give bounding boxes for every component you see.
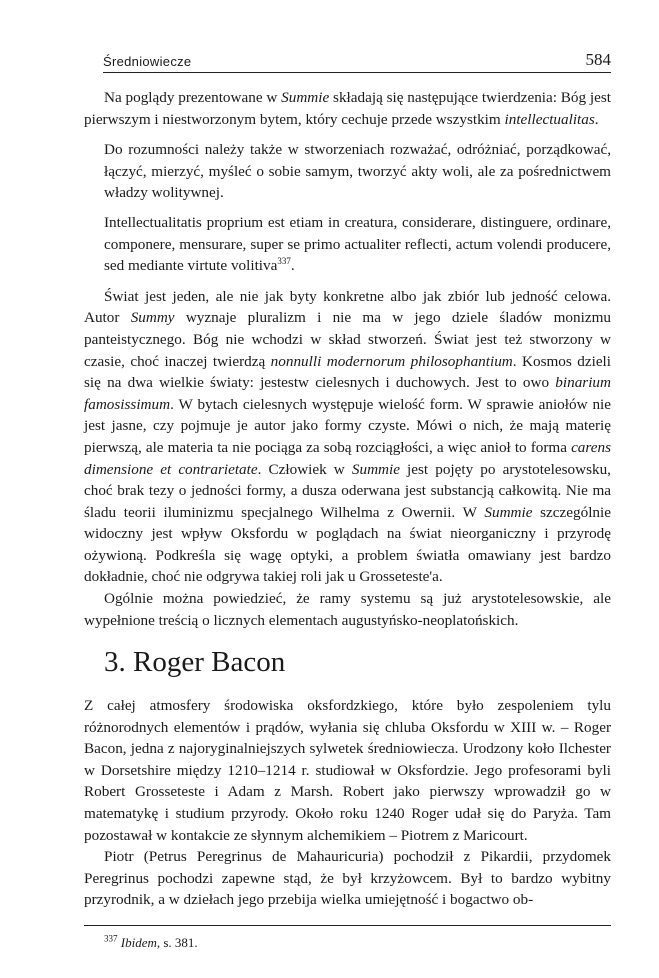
term-italic: intellectualitas [504, 110, 595, 128]
section-text [84, 695, 611, 911]
paragraph: Na poglądy prezentowane w Summie składają się następujące twierdzenia: Bóg jest pierwszym i niestworzonym bytem, który cechuje przede wszystkim intellectualitas. [84, 89, 611, 128]
quotation-polish: Do rozumności należy także w stworzeniach rozważać, odróżniać, porządkować, łączyć, mierzyć, myśleć o sobie samym, tworzyć akty woli, ale za pośrednictwem władzy wolitywnej. [104, 141, 611, 202]
paragraph: Świat jest jeden, ale nie jak byty konkretne albo jak zbiór lub jedność celowa. Autor Summy wyznaje pluralizm i nie ma w jego dziele śladów monizmu panteistycznego. Bóg nie wchodzi w skład stworzeń. Świat jest też stworzony w czasie, choć inaczej twierdzą nonnulli modernorum philosophantium. Kosmos dzieli się na dwa wielkie światy: jestestw cielesnych i duchowych. Jest to owo binarium famosissimum. W bytach cielesnych występuje wielość form. W sprawie aniołów nie jest jasne, czy pojmuje je autor jako formy czyste. Mówi o nich, że mają materię pierwszą, ale materia ta nie pociąga za sobą rozciągłości, a więc anioł to forma carens dimensione et contrarietate. Człowiek w Summie jest pojęty po arystotelesowsku, choć brak tezy o jedności formy, a dusza oderwana jest substancją całkowitą. Nie ma śladu teorii iluminizmu specjalnego Wilhelma z Owernii. W Summie szczególnie widoczny jest wpływ Oksfordu w poglądach na świat nieorganiczny i przyrodę ożywioną. Podkreśla się wagę optyki, a problem światła omawiany jest bardzo dokładnie, choć nie odgrywa takiej roli jak u Grosseteste'a. [84, 287, 611, 586]
paragraph: Ogólnie można powiedzieć, że ramy systemu są już arystotelesowskie, ale wypełnione treścią o licznych elementach augustyńsko-neoplatońskich. [84, 590, 611, 629]
footnote: $^{337}$ Ibidem, s. 381. [104, 933, 198, 950]
footnote-divider [84, 925, 611, 926]
quotation-latin: Intellectualitatis proprium est etiam in creatura, considerare, distinguere, ordinare, componere, mensurare, super se primo actualiter reflecti, actum volendi producere, sed mediante virtute volitiva$^{337}$. [104, 213, 611, 275]
main-text [84, 87, 611, 631]
running-header [103, 48, 611, 73]
footnote-number: 337 [104, 933, 118, 944]
section-heading: 3. Roger Bacon [104, 646, 286, 678]
paragraph: Piotr (Petrus Peregrinus de Mahauricuria) pochodził z Pikardii, przydomek Peregrinus pochodzi zapewne stąd, że był krzyżowcem. Był to bardzo wybitny przyrodnik, a w dziełach jego przebija wielka umiejętność i bogactwo ob- [84, 848, 611, 909]
footnote-ref[interactable]: 337 [277, 256, 291, 267]
paragraph: Z całej atmosfery środowiska oksfordzkiego, które było zespoleniem tylu różnorodnych elementów i prądów, wyłania się chluba Oksfordu w XIII w. – Roger Bacon, jedna z najoryginalniejszych sylwetek średniowiecza. Urodzony koło Ilchester w Dorsetshire między 1210–1214 r. studiował w Oksfordzie. Jego profesorami byli Robert Grosseteste i Adam z Marsh. Robert jako pierwszy wprowadził go w matematykę i studium przyrody. Około roku 1240 Roger udał się do Paryża. Tam pozostawał w kontakcie ze słynnym alchemikiem – Piotrem z Maricourt. [84, 697, 611, 844]
chapter-title: Średniowiecze [103, 54, 192, 69]
title-italic: Summie [281, 89, 330, 106]
page-number: 584 [585, 50, 611, 69]
